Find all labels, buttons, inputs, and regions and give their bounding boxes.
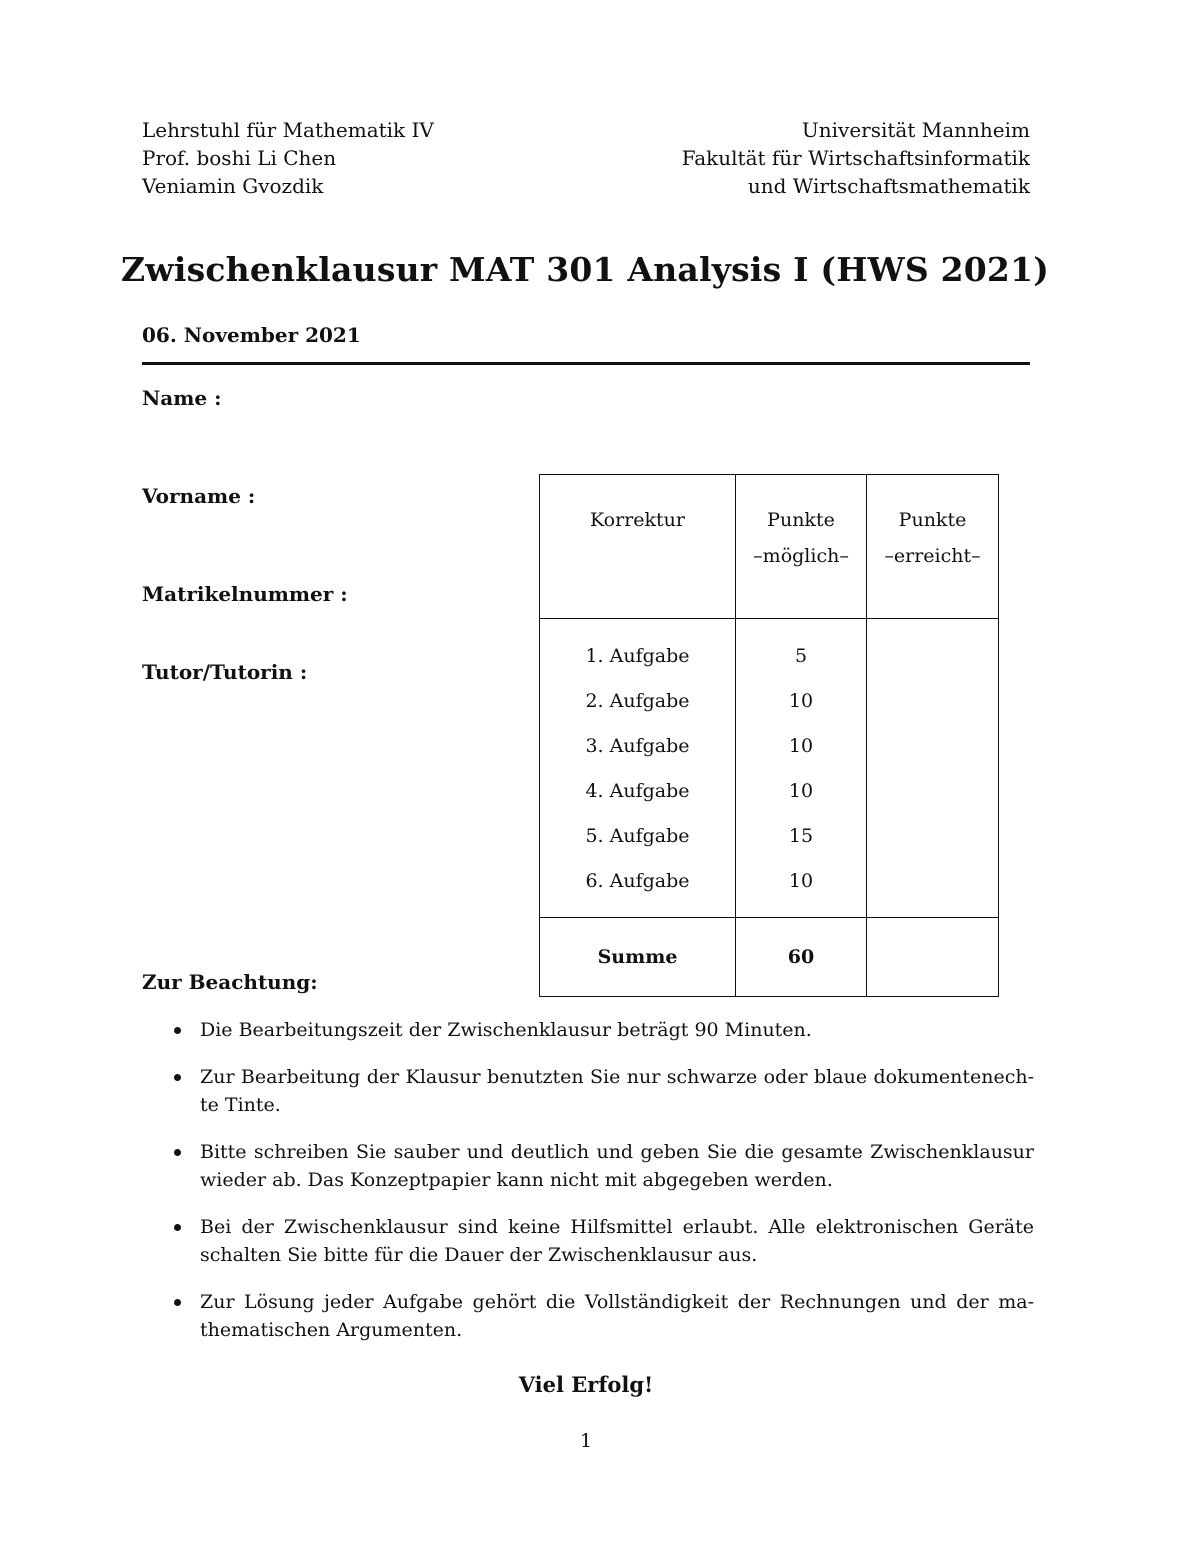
sum-row (540, 918, 999, 997)
task-achieved[interactable] (867, 619, 999, 679)
professor-name: Prof. boshi Li Chen (142, 146, 337, 170)
header-points-possible: Punkte –möglich– (736, 475, 867, 619)
score-table-header (540, 475, 999, 619)
task-points: 5 (736, 619, 867, 679)
table-row (540, 678, 999, 723)
sum-achieved[interactable] (867, 918, 999, 997)
assistant-name: Veniamin Gvozdik (142, 174, 324, 198)
tutor-label: Tutor/Tutorin : (142, 660, 308, 684)
task-points: 15 (736, 813, 867, 858)
list-item: Bitte schreiben Sie sauber und deutlich und geben Sie die gesamte Zwischenklausur wieder ab. Das Konzeptpapier kann nicht mit abgegeben werden. (200, 1138, 1034, 1194)
bullet-icon (174, 1027, 181, 1034)
table-row (540, 858, 999, 918)
table-row (540, 813, 999, 858)
list-item: Die Bearbeitungszeit der Zwischenklausur beträgt 90 Minuten. (200, 1016, 1034, 1044)
task-achieved[interactable] (867, 858, 999, 918)
bullet-icon (174, 1149, 181, 1156)
exam-date: 06. November 2021 (142, 323, 361, 347)
header-right (682, 116, 1030, 200)
vorname-label: Vorname : (142, 484, 256, 508)
exam-title: Zwischenklausur MAT 301 Analysis I (HWS 2021) (120, 250, 1050, 289)
task-achieved[interactable] (867, 678, 999, 723)
header-points-achieved: Punkte –erreicht– (867, 475, 999, 619)
list-item: Zur Lösung jeder Aufgabe gehört die Vollständigkeit der Rechnungen und der ma-thematischen Argumenten. (200, 1288, 1034, 1344)
notes-list (200, 1016, 1034, 1363)
task-label: 1. Aufgabe (540, 619, 736, 679)
table-row (540, 768, 999, 813)
task-label: 5. Aufgabe (540, 813, 736, 858)
list-item: Zur Bearbeitung der Klausur benutzten Sie nur schwarze oder blaue dokumentenech-te Tinte. (200, 1063, 1034, 1119)
task-label: 3. Aufgabe (540, 723, 736, 768)
task-label: 6. Aufgabe (540, 858, 736, 918)
table-row (540, 723, 999, 768)
task-achieved[interactable] (867, 723, 999, 768)
closing-text: Viel Erfolg! (518, 1372, 654, 1397)
task-achieved[interactable] (867, 813, 999, 858)
faculty-name: Fakultät für Wirtschaftsinformatik (681, 146, 1030, 170)
score-table (539, 474, 999, 997)
task-points: 10 (736, 723, 867, 768)
task-label: 4. Aufgabe (540, 768, 736, 813)
bullet-icon (174, 1224, 181, 1231)
matrikel-label: Matrikelnummer : (142, 582, 348, 606)
header-korrektur: Korrektur (540, 475, 736, 619)
sum-label: Summe (540, 918, 736, 997)
task-achieved[interactable] (867, 768, 999, 813)
notes-title: Zur Beachtung: (142, 970, 318, 994)
bullet-icon (174, 1074, 181, 1081)
table-row (540, 619, 999, 679)
task-points: 10 (736, 678, 867, 723)
sum-points: 60 (736, 918, 867, 997)
title-rule (142, 362, 1030, 365)
list-item: Bei der Zwischenklausur sind keine Hilfsmittel erlaubt. Alle elektronischen Geräte schalten Sie bitte für die Dauer der Zwischenklausur aus. (200, 1213, 1034, 1269)
chair-name: Lehrstuhl für Mathematik IV (142, 118, 434, 142)
task-label: 2. Aufgabe (540, 678, 736, 723)
name-label: Name : (142, 386, 222, 410)
header-left (142, 116, 434, 200)
faculty-name-cont: und Wirtschaftsmathematik (747, 174, 1030, 198)
page-number: 1 (579, 1430, 593, 1452)
bullet-icon (174, 1299, 181, 1306)
task-points: 10 (736, 858, 867, 918)
university-name: Universität Mannheim (801, 118, 1030, 142)
task-points: 10 (736, 768, 867, 813)
